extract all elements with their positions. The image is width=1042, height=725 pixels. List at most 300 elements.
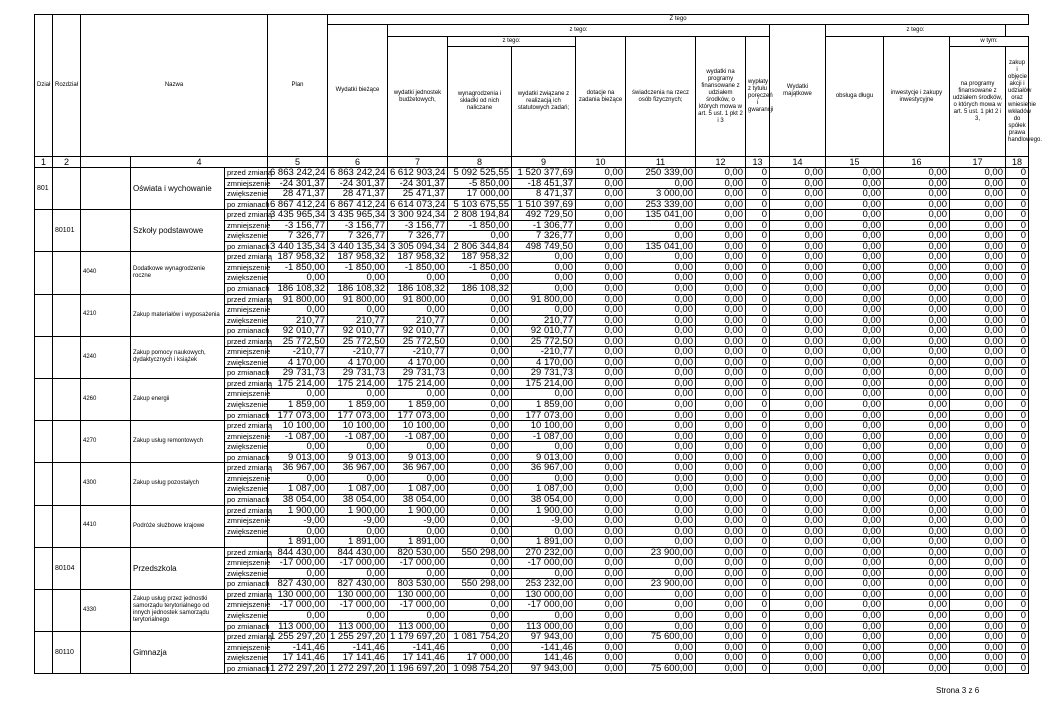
table-row	[35, 336, 1029, 347]
table-cell: 0,00	[576, 600, 626, 611]
table-cell: 0,00	[388, 305, 448, 316]
cell-nazwa: Podróże służbowe krajowe	[131, 505, 225, 547]
table-cell: 0,00	[696, 347, 746, 358]
table-cell: 0,00	[826, 558, 884, 569]
table-cell: 0,00	[950, 368, 1006, 379]
header-wyplaty: wypłaty z tytułu poręczeń i gwarancji	[746, 37, 770, 157]
table-cell: 0	[1006, 262, 1029, 273]
table-cell: 0	[1006, 315, 1029, 326]
row-label: przed zmianą	[225, 168, 268, 179]
table-cell: 36 967,00	[328, 463, 388, 474]
table-cell: -1 087,00	[268, 431, 328, 442]
table-cell: 0,00	[696, 632, 746, 643]
table-cell: 0,00	[448, 378, 512, 389]
table-cell: 0,00	[770, 431, 826, 442]
table-cell: 0,00	[328, 473, 388, 484]
table-cell: 0,00	[448, 357, 512, 368]
table-cell: 0,00	[884, 505, 950, 516]
table-cell: 187 958,32	[328, 252, 388, 263]
table-cell: 0	[1006, 189, 1029, 200]
table-cell: 0,00	[576, 284, 626, 295]
table-cell: 250 339,00	[626, 168, 696, 179]
table-cell: 0	[1006, 326, 1029, 337]
table-cell: 0,00	[576, 220, 626, 231]
table-cell: 0,00	[576, 252, 626, 263]
table-cell: 210,77	[512, 315, 576, 326]
table-cell: 0,00	[626, 600, 696, 611]
table-cell: 0,00	[626, 400, 696, 411]
table-cell: 0,00	[448, 315, 512, 326]
table-cell: 0,00	[576, 410, 626, 421]
table-cell: 0,00	[576, 294, 626, 305]
table-cell: 0	[746, 284, 770, 295]
table-cell: 0,00	[770, 294, 826, 305]
table-cell: 0,00	[448, 473, 512, 484]
table-cell: 0,00	[826, 336, 884, 347]
table-cell: 0	[746, 241, 770, 252]
table-cell: 803 530,00	[388, 579, 448, 590]
table-cell: 0,00	[388, 610, 448, 621]
table-cell: 38 054,00	[268, 494, 328, 505]
table-cell: 1 510 397,69	[512, 199, 576, 210]
table-row	[35, 632, 1029, 643]
table-cell: 0,00	[626, 537, 696, 548]
table-cell: 0,00	[950, 621, 1006, 632]
table-cell: 28 471,37	[328, 189, 388, 200]
table-cell: 844 430,00	[328, 547, 388, 558]
table-cell: 0,00	[884, 252, 950, 263]
table-cell: 0,00	[448, 326, 512, 337]
table-cell: 0,00	[770, 284, 826, 295]
column-number	[81, 157, 131, 168]
table-cell: 28 471,37	[268, 189, 328, 200]
cell-dzial: 801	[35, 168, 53, 210]
table-cell: 0,00	[576, 516, 626, 527]
table-cell: 0	[1006, 410, 1029, 421]
table-cell: 38 054,00	[388, 494, 448, 505]
table-cell: 2 808 194,84	[448, 210, 512, 221]
table-cell: 0,00	[826, 473, 884, 484]
table-cell: 0,00	[576, 262, 626, 273]
table-cell: 0,00	[884, 189, 950, 200]
table-cell: 0	[746, 168, 770, 179]
table-cell: 0,00	[388, 273, 448, 284]
table-cell: 0,00	[626, 421, 696, 432]
table-cell: 0,00	[950, 220, 1006, 231]
header-swiadczenia: świadczenia na rzecz osób fizycznych;	[626, 37, 696, 157]
table-cell: 0,00	[696, 663, 746, 674]
table-cell: 0,00	[950, 653, 1006, 664]
table-cell: 0	[1006, 463, 1029, 474]
table-cell: 0,00	[826, 389, 884, 400]
table-cell: 1 859,00	[512, 400, 576, 411]
table-cell: 0,00	[268, 610, 328, 621]
table-cell: 0,00	[884, 547, 950, 558]
table-cell: 0,00	[884, 494, 950, 505]
table-cell: 0,00	[884, 357, 950, 368]
table-cell: 0,00	[328, 273, 388, 284]
table-cell: 0,00	[696, 378, 746, 389]
header-inwestycje: inwestycje i zakupy inwestycyjne	[884, 37, 950, 157]
table-cell: 0,00	[884, 326, 950, 337]
table-cell: 844 430,00	[268, 547, 328, 558]
table-cell: 0,00	[826, 516, 884, 527]
table-cell: 0,00	[826, 663, 884, 674]
table-cell: 0,00	[826, 220, 884, 231]
table-cell: 0,00	[696, 589, 746, 600]
table-cell: 0,00	[884, 537, 950, 548]
table-cell: 0,00	[770, 600, 826, 611]
table-cell: 0,00	[950, 347, 1006, 358]
table-cell: 0,00	[696, 389, 746, 400]
table-cell: 0,00	[826, 400, 884, 411]
column-number: 13	[746, 157, 770, 168]
table-cell: 0,00	[626, 178, 696, 189]
header-programy: wydatki na programy finansowane z udziałem środków, o których mowa w art. 5 ust. 1 pkt 2 i 3	[696, 37, 746, 157]
table-cell: 0,00	[884, 241, 950, 252]
table-cell: -1 850,00	[388, 262, 448, 273]
table-cell: 0,00	[626, 653, 696, 664]
table-cell: 0,00	[626, 357, 696, 368]
table-cell: 0,00	[512, 526, 576, 537]
cell-rozdzial	[53, 252, 81, 294]
table-cell: 827 430,00	[268, 579, 328, 590]
table-cell: 0	[746, 632, 770, 643]
table-cell: 0,00	[696, 537, 746, 548]
table-cell: 0	[746, 220, 770, 231]
table-cell: 0,00	[448, 558, 512, 569]
table-cell: 0	[1006, 579, 1029, 590]
table-cell: 0,00	[696, 494, 746, 505]
table-cell: 186 108,32	[448, 284, 512, 295]
table-cell: 0,00	[696, 568, 746, 579]
table-cell: 0	[1006, 632, 1029, 643]
table-cell: -24 301,37	[388, 178, 448, 189]
table-cell: 0,00	[884, 273, 950, 284]
table-cell: -17 000,00	[328, 558, 388, 569]
table-cell: -210,77	[388, 347, 448, 358]
table-cell: 0,00	[770, 568, 826, 579]
cell-nazwa: Zakup usług remontowych	[131, 421, 225, 463]
table-cell: 5 092 525,55	[448, 168, 512, 179]
table-cell: 0,00	[626, 621, 696, 632]
table-cell: -141,46	[388, 642, 448, 653]
row-label: przed zmianą	[225, 547, 268, 558]
table-cell: 0,00	[448, 231, 512, 242]
table-cell: 0	[1006, 642, 1029, 653]
table-cell: 0,00	[448, 516, 512, 527]
table-cell: 0,00	[448, 621, 512, 632]
table-cell: 0,00	[268, 526, 328, 537]
table-cell: 36 967,00	[268, 463, 328, 474]
table-cell: 0,00	[950, 558, 1006, 569]
table-cell: 91 800,00	[388, 294, 448, 305]
column-number: 16	[884, 157, 950, 168]
table-cell: -141,46	[268, 642, 328, 653]
cell-nazwa: Zakup usług przez jednostki samorządu terytorialnego od innych jednostek samorządu terytorialnego	[131, 589, 225, 631]
header-nazwa: Nazwa	[81, 15, 268, 157]
table-cell: 492 729,50	[512, 210, 576, 221]
cell-dzial	[35, 252, 53, 294]
table-cell: 1 179 697,20	[388, 632, 448, 643]
table-cell: 0	[746, 347, 770, 358]
table-cell: 0,00	[770, 336, 826, 347]
table-cell: 0,00	[770, 558, 826, 569]
table-cell: 0,00	[770, 189, 826, 200]
table-cell: 0,00	[770, 653, 826, 664]
table-cell: 75 600,00	[626, 663, 696, 674]
table-cell: 177 073,00	[512, 410, 576, 421]
table-cell: 0,00	[626, 505, 696, 516]
table-cell: -9,00	[328, 516, 388, 527]
table-cell: 29 731,73	[268, 368, 328, 379]
table-cell: 0,00	[950, 473, 1006, 484]
table-cell: 0,00	[826, 621, 884, 632]
header-w-tym: w tym:	[950, 37, 1029, 47]
table-cell: 0,00	[884, 421, 950, 432]
table-cell: 5 103 675,55	[448, 199, 512, 210]
column-number: 17	[950, 157, 1006, 168]
column-number: 18	[1006, 157, 1029, 168]
table-cell: 0,00	[950, 463, 1006, 474]
table-cell: 0,00	[576, 336, 626, 347]
table-cell: 0	[746, 442, 770, 453]
table-cell: 0,00	[696, 610, 746, 621]
table-cell: 0	[1006, 231, 1029, 242]
table-row	[35, 589, 1029, 600]
table-cell: 0,00	[950, 494, 1006, 505]
table-cell: 0,00	[626, 484, 696, 495]
row-label: zwiększenie	[225, 442, 268, 453]
table-cell: 0,00	[576, 168, 626, 179]
table-cell: 177 073,00	[268, 410, 328, 421]
table-cell: 0,00	[576, 241, 626, 252]
row-label: po zmianach	[225, 494, 268, 505]
table-cell: 0,00	[950, 505, 1006, 516]
table-cell: 0,00	[826, 579, 884, 590]
budget-table	[34, 14, 1042, 674]
table-cell: 0,00	[626, 410, 696, 421]
table-cell: 1 098 754,20	[448, 663, 512, 674]
table-cell: -17 000,00	[388, 600, 448, 611]
table-cell: 17 000,00	[448, 653, 512, 664]
table-cell: 0,00	[770, 410, 826, 421]
table-cell: 0,00	[884, 568, 950, 579]
table-cell: 0,00	[576, 558, 626, 569]
column-number: 4	[131, 157, 268, 168]
table-cell: 0	[746, 421, 770, 432]
table-cell: 1 900,00	[328, 505, 388, 516]
table-cell: 0,00	[696, 168, 746, 179]
table-cell: 0,00	[696, 326, 746, 337]
row-label: przed zmianą	[225, 210, 268, 221]
column-number: 12	[696, 157, 746, 168]
table-cell: 0,00	[626, 526, 696, 537]
row-label: przed zmianą	[225, 589, 268, 600]
table-cell: 0,00	[950, 431, 1006, 442]
table-cell: 210,77	[328, 315, 388, 326]
table-cell: 3 435 965,34	[328, 210, 388, 221]
row-label: zwiększenie	[225, 189, 268, 200]
table-cell: 92 010,77	[512, 326, 576, 337]
table-cell: 0,00	[626, 273, 696, 284]
table-cell: 0,00	[696, 231, 746, 242]
cell-paragraf	[81, 547, 131, 589]
row-label: zwiększenie	[225, 273, 268, 284]
table-cell: 0	[1006, 294, 1029, 305]
column-number: 11	[626, 157, 696, 168]
table-cell: 0,00	[950, 294, 1006, 305]
cell-rozdzial	[53, 168, 81, 210]
table-cell: 550 298,00	[448, 547, 512, 558]
table-cell: 175 214,00	[328, 378, 388, 389]
table-cell: 0,00	[770, 589, 826, 600]
table-cell: 0,00	[826, 568, 884, 579]
table-cell: -17 000,00	[268, 558, 328, 569]
table-cell: 0,00	[626, 294, 696, 305]
cell-rozdzial: 80104	[53, 547, 81, 589]
table-cell: 0,00	[696, 473, 746, 484]
table-cell: 0,00	[696, 452, 746, 463]
table-cell: 0,00	[576, 452, 626, 463]
cell-nazwa: Dodatkowe wynagrodzenie roczne	[131, 252, 225, 294]
table-cell: 0,00	[448, 610, 512, 621]
table-cell: 0,00	[884, 558, 950, 569]
table-cell: 0	[746, 431, 770, 442]
row-label: przed zmianą	[225, 632, 268, 643]
table-cell: 0,00	[884, 431, 950, 442]
table-cell: 0	[1006, 400, 1029, 411]
table-cell: 0	[746, 505, 770, 516]
table-cell: 0	[1006, 347, 1029, 358]
table-cell: 0,00	[448, 537, 512, 548]
table-cell: 6 867 412,24	[268, 199, 328, 210]
table-cell: 0,00	[826, 241, 884, 252]
table-cell: 0,00	[884, 400, 950, 411]
budget-sheet	[34, 14, 1042, 674]
table-cell: 1 087,00	[268, 484, 328, 495]
table-cell: 0,00	[696, 305, 746, 316]
table-cell: 130 000,00	[512, 589, 576, 600]
table-cell: 0	[746, 378, 770, 389]
table-cell: 0,00	[884, 368, 950, 379]
table-cell: 0,00	[950, 442, 1006, 453]
cell-paragraf	[81, 168, 131, 210]
table-cell: 0	[1006, 526, 1029, 537]
table-cell: 0,00	[770, 505, 826, 516]
table-cell: 0	[1006, 663, 1029, 674]
table-cell: 0,00	[884, 284, 950, 295]
table-cell: 0,00	[576, 579, 626, 590]
table-cell: 0,00	[576, 610, 626, 621]
table-cell: 1 900,00	[512, 505, 576, 516]
header-z-tego-biezace: z tego:	[388, 25, 770, 37]
table-cell: 0,00	[576, 663, 626, 674]
table-cell: 38 054,00	[328, 494, 388, 505]
table-cell: 0,00	[826, 452, 884, 463]
table-row	[35, 210, 1029, 221]
table-cell: 0,00	[512, 305, 576, 316]
header-dzial: Dział	[35, 15, 53, 157]
table-cell: 0,00	[950, 579, 1006, 590]
table-cell: 0,00	[626, 326, 696, 337]
table-cell: 0,00	[576, 400, 626, 411]
table-cell: 0,00	[770, 642, 826, 653]
row-label: zwiększenie	[225, 568, 268, 579]
table-cell: 0,00	[770, 663, 826, 674]
table-cell: 1 272 297,20	[328, 663, 388, 674]
table-cell: 0,00	[268, 568, 328, 579]
table-cell: 0,00	[696, 400, 746, 411]
table-cell: 0,00	[388, 568, 448, 579]
column-number: 14	[770, 157, 826, 168]
table-cell: -17 000,00	[512, 600, 576, 611]
page-number: Strona 3 z 6	[936, 686, 980, 695]
table-cell: 0,00	[884, 653, 950, 664]
table-cell: 113 000,00	[512, 621, 576, 632]
table-row	[35, 421, 1029, 432]
table-cell: 25 772,50	[268, 336, 328, 347]
table-cell: 187 958,32	[268, 252, 328, 263]
table-cell: 0,00	[826, 189, 884, 200]
table-cell: 4 170,00	[328, 357, 388, 368]
table-cell: 0,00	[826, 273, 884, 284]
row-label: po zmianach	[225, 579, 268, 590]
table-cell: 0,00	[884, 294, 950, 305]
table-row	[35, 168, 1029, 179]
header-wydatki-zwiazane: wydatki związane z realizacją ich statutowych zadań;	[512, 47, 576, 157]
table-cell: 0	[746, 526, 770, 537]
table-cell: 135 041,00	[626, 241, 696, 252]
table-cell: 0,00	[950, 273, 1006, 284]
table-cell: 0,00	[696, 178, 746, 189]
row-label: zmniejszenie	[225, 558, 268, 569]
table-cell: 0,00	[576, 315, 626, 326]
table-cell: 177 073,00	[388, 410, 448, 421]
table-cell: 0,00	[448, 431, 512, 442]
table-cell: 0,00	[512, 568, 576, 579]
table-cell: 0,00	[512, 284, 576, 295]
table-cell: 0,00	[448, 589, 512, 600]
table-cell: 0,00	[826, 262, 884, 273]
table-cell: 0,00	[950, 568, 1006, 579]
table-cell: 0,00	[884, 389, 950, 400]
table-cell: 92 010,77	[388, 326, 448, 337]
table-cell: 0	[746, 484, 770, 495]
table-cell: 0	[746, 410, 770, 421]
table-row	[35, 252, 1029, 263]
table-cell: 827 430,00	[328, 579, 388, 590]
table-cell: 0,00	[576, 378, 626, 389]
cell-paragraf: 4240	[81, 336, 131, 378]
table-cell: 0	[1006, 431, 1029, 442]
table-cell: 0,00	[884, 473, 950, 484]
row-label: przed zmianą	[225, 505, 268, 516]
table-cell: 0,00	[826, 505, 884, 516]
table-cell: 0,00	[950, 305, 1006, 316]
table-cell: 3 000,00	[626, 189, 696, 200]
table-cell: 175 214,00	[512, 378, 576, 389]
table-cell: 0,00	[448, 389, 512, 400]
table-cell: 29 731,73	[512, 368, 576, 379]
column-number: 1	[35, 157, 53, 168]
table-cell: 0,00	[512, 610, 576, 621]
table-cell: 0,00	[950, 632, 1006, 643]
table-cell: 0	[746, 305, 770, 316]
cell-dzial	[35, 294, 53, 336]
table-cell: 0,00	[826, 210, 884, 221]
table-cell: 0,00	[884, 210, 950, 221]
